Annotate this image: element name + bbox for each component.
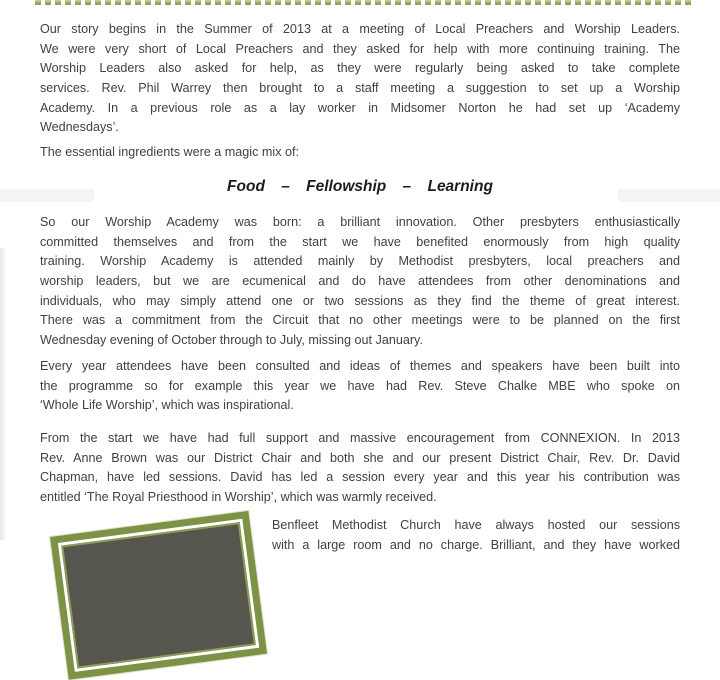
text-line: Rev. Anne Brown was our District Chair and both she and our present District Chair, Rev. Dr. David [40, 450, 680, 465]
text-line: training. Worship Academy is attended mainly by Methodist presbyters, local preachers and [40, 254, 680, 269]
photo-frame-inner [61, 522, 256, 668]
top-dashed-border [35, 0, 692, 5]
text-line: ‘Whole Life Worship’, which was inspirational. [40, 398, 294, 413]
text-line: individuals, who may simply attend one or two sessions as they find the theme of great interest. [40, 293, 680, 308]
text-line: Our story begins in the Summer of 2013 at a meeting of Local Preachers and Worship Leaders. [40, 22, 680, 36]
text-line: Wednesday evening of October through to July, missing out January. [40, 333, 423, 348]
text-line: committed themselves and from the start we have benefited enormously from high quality [40, 234, 680, 249]
photo-frame [50, 511, 267, 680]
text-line: We were very short of Local Preachers and they asked for help with more continuing training. The [40, 41, 680, 56]
text-line: Every year attendees have been consulted and ideas of themes and speakers have been built into [40, 359, 680, 373]
scan-artifact-left [0, 248, 7, 540]
text-line: Chapman, have led sessions. David has led a session every year and this year his contribution was [40, 470, 680, 485]
text-line: There was a commitment from the Circuit that no other meetings were to be planned on the first [40, 313, 680, 328]
paragraph-academy-born [40, 213, 680, 351]
paragraph-themes-speakers [40, 357, 680, 416]
text-line: entitled ‘The Royal Priesthood in Worship’, which was warmly received. [40, 490, 437, 505]
paragraph-benfleet-host [272, 516, 680, 555]
text-line: with a large room and no charge. Brilliant, and they have worked [272, 537, 680, 552]
text-line: Benfleet Methodist Church have always hosted our sessions [272, 518, 680, 532]
paragraph-connexion-support [40, 429, 680, 508]
text-line: worship leaders, but we are ecumenical and do have attendees from other denominations and [40, 274, 680, 289]
text-line: From the start we have had full support and massive encouragement from CONNEXION. In 2013 [40, 431, 680, 445]
paragraph-origin-story [40, 20, 680, 138]
heading-food-fellowship-learning: Food – Fellowship – Learning [227, 178, 493, 195]
text-line: So our Worship Academy was born: a brilliant innovation. Other presbyters enthusiastically [40, 215, 680, 229]
text-line: the programme so for example this year we have had Rev. Steve Chalke MBE who spoke on [40, 378, 680, 393]
text-line: Worship Leaders also asked for help, as they were regularly being asked to take complete [40, 61, 680, 76]
paragraph-ingredients-intro [40, 143, 680, 163]
text-line: Academy. In a previous role as a lay worker in Midsomer Norton he had set up ‘Academy [40, 100, 680, 115]
text-line: The essential ingredients were a magic mix of: [40, 145, 299, 159]
text-line: Wednesdays’. [40, 120, 119, 135]
text-line: services. Rev. Phil Warrey then brought to a staff meeting a suggestion to set up a Worship [40, 81, 680, 96]
